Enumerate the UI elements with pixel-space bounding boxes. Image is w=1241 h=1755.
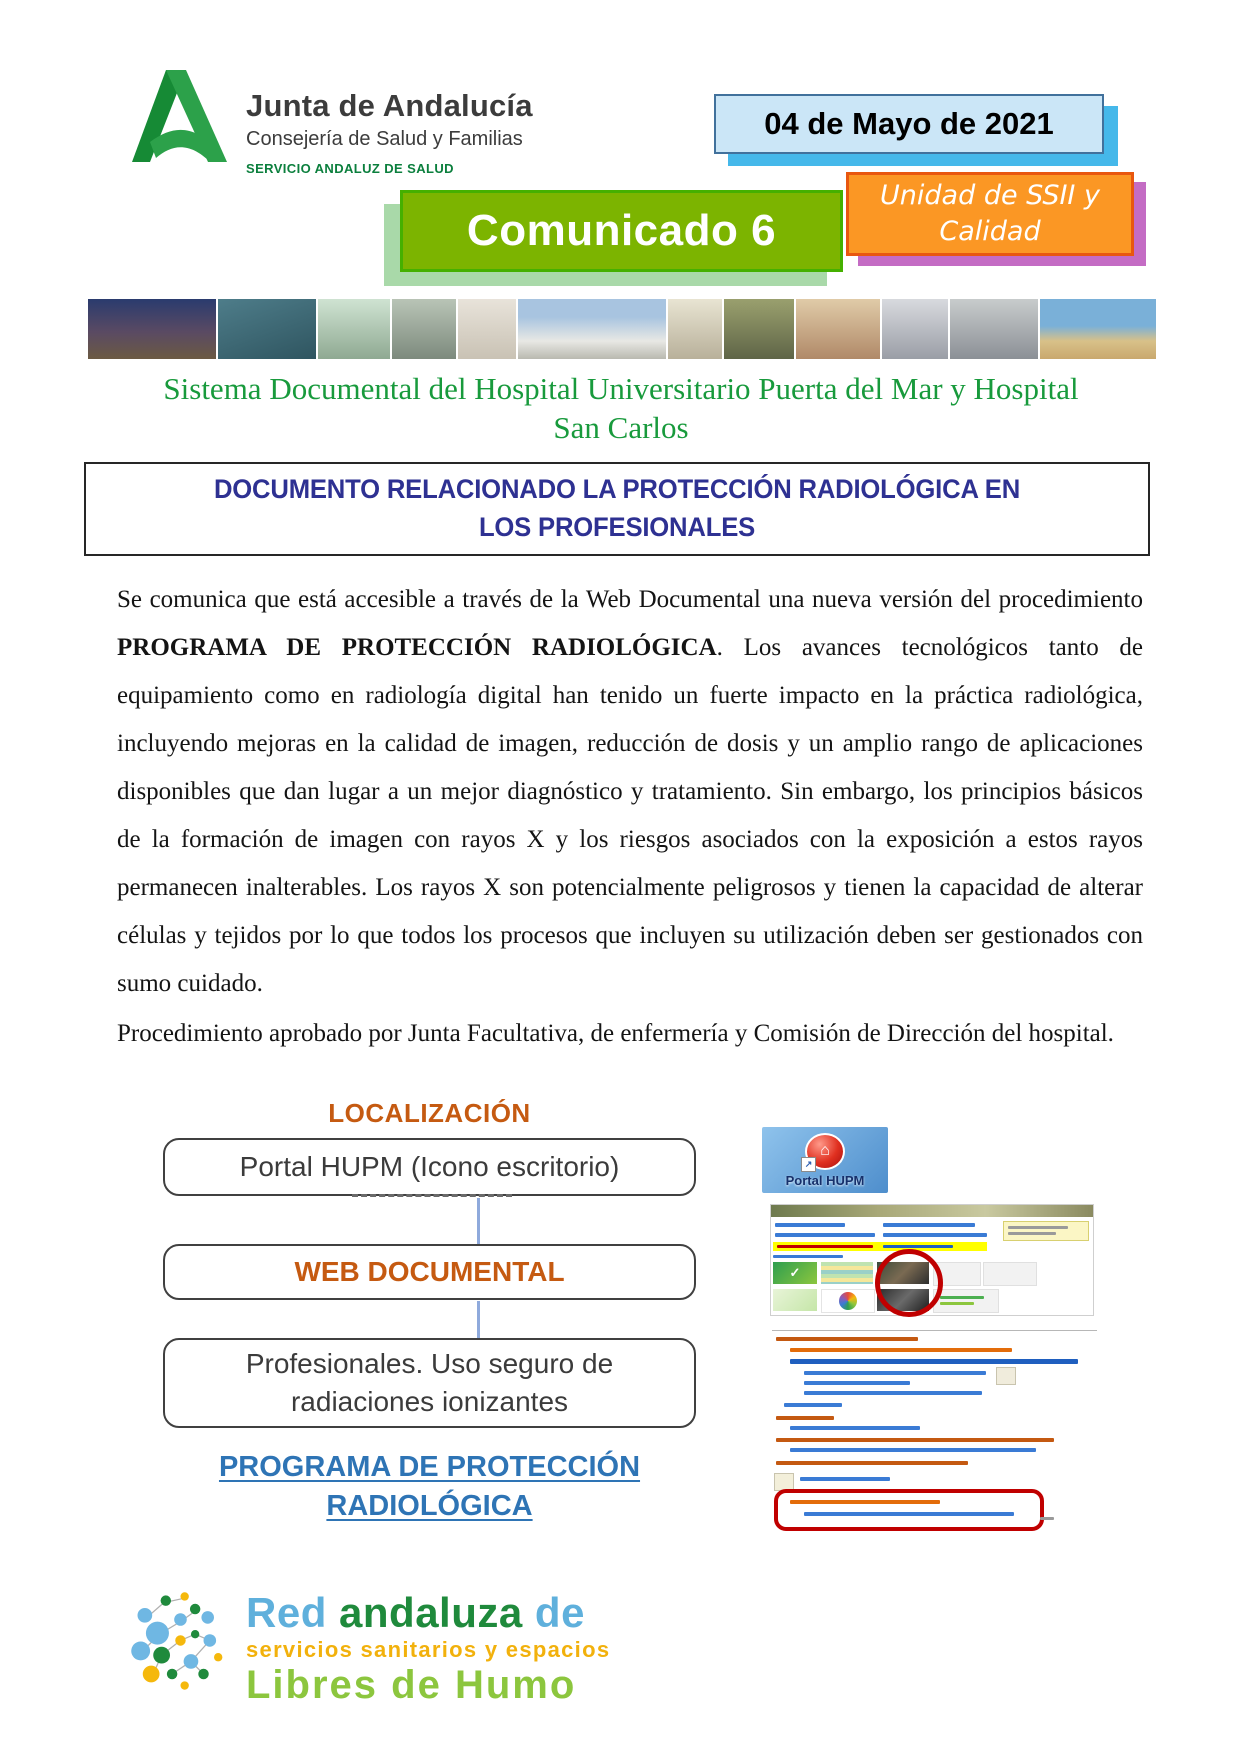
web-documental-screenshot xyxy=(770,1204,1094,1316)
blurred-link-line xyxy=(804,1512,1014,1516)
desktop-icon-label: Portal HUPM xyxy=(785,1172,865,1188)
body-paragraph-1 xyxy=(117,576,1143,1008)
banner-photo-office-staff xyxy=(668,299,722,359)
tile-drawing-thumbnail xyxy=(773,1289,817,1311)
blurred-heading-line xyxy=(790,1348,1012,1352)
blurred-heading-line xyxy=(776,1416,834,1420)
screenshot-banner-image xyxy=(771,1205,1093,1217)
footer-logo-line1 xyxy=(246,1589,610,1636)
footer-andaluza-word: andaluza xyxy=(326,1589,535,1636)
blurred-link-line xyxy=(790,1448,1036,1452)
banner-photo-hospital-staff xyxy=(392,299,456,359)
banner-photo-laboratory xyxy=(882,299,948,359)
document-icon xyxy=(996,1367,1016,1385)
blurred-text-line xyxy=(940,1302,974,1305)
body-p1-bold-program: PROGRAMA DE PROTECCIÓN RADIOLÓGICA xyxy=(117,634,717,661)
unit-badge: Unidad de SSII y Calidad xyxy=(846,172,1134,256)
blurred-text-line xyxy=(1040,1517,1054,1520)
programa-proteccion-radiologica-link[interactable]: PROGRAMA DE PROTECCIÓN RADIOLÓGICA xyxy=(218,1451,641,1523)
subject-heading-box xyxy=(84,462,1150,556)
banner-photo-cadiz-cathedral xyxy=(88,299,216,359)
document-main-title xyxy=(88,370,1154,448)
yellow-highlight-row xyxy=(773,1242,987,1251)
tile-checkmark-thumbnail xyxy=(773,1262,817,1284)
footer-de-word: de xyxy=(534,1589,585,1636)
blurred-link-line xyxy=(883,1233,987,1237)
banner-photo-newborn-baby xyxy=(458,299,516,359)
footer-logo-line3: Libres de Humo xyxy=(246,1663,577,1707)
date-badge: 04 de Mayo de 2021 xyxy=(714,94,1104,154)
banner-photo-computer-room xyxy=(318,299,390,359)
color-wheel-icon xyxy=(839,1292,857,1310)
blurred-heading-line xyxy=(790,1500,940,1504)
shortcut-arrow-icon: ↗ xyxy=(801,1157,816,1172)
body-p1-pre: Se comunica que está accesible a través de la Web Documental una nueva versión del procedimiento xyxy=(117,586,1143,613)
blurred-text-line xyxy=(1008,1226,1068,1229)
blurred-text-line xyxy=(883,1245,953,1248)
body-p1-post: . Los avances tecnológicos tanto de equipamiento como en radiología digital han tenido un fuerte impacto en la práctica radiológica, incluyendo mejoras en la calidad de imagen, reducción de dosis y un amplio rango de aplicaciones disponibles que dan lugar a un mejor diagnóstico y tratamiento. Sin embargo, los principios básicos de la formación de imagen con rayos X y los riesgos asociados con la exposición a estos rayos permanecen inalterables. Los rayos X son potencialmente peligrosos y tienen la capacidad de alterar células y tejidos por lo que todos los procesos que incluyen su utilización deben ser gestionados con sumo cuidado. xyxy=(117,634,1143,997)
footer-logo-line2: servicios sanitarios y espacios xyxy=(246,1637,611,1662)
blurred-link-line xyxy=(800,1477,890,1481)
blurred-link-line xyxy=(790,1359,1078,1364)
home-icon: ⌂ xyxy=(820,1142,830,1159)
localizacion-heading: LOCALIZACIÓN xyxy=(328,1098,531,1128)
blurred-heading-line xyxy=(776,1461,968,1465)
subject-heading: DOCUMENTO RELACIONADO LA PROTECCIÓN RADIOLÓGICA EN LOS PROFESIONALES xyxy=(213,474,1021,542)
blurred-link-line xyxy=(804,1381,910,1385)
blurred-text-line xyxy=(777,1245,873,1248)
tile-eco-logo-thumbnail xyxy=(933,1289,999,1313)
body-paragraph-2: Procedimiento aprobado por Junta Facultativa, de enfermería y Comisión de Dirección del hospital. xyxy=(117,1020,1114,1047)
banner-photo-surgery-team xyxy=(218,299,316,359)
document-list-screenshot xyxy=(772,1330,1097,1527)
comunicado-badge: Comunicado 6 xyxy=(400,190,843,272)
dashed-divider xyxy=(352,1194,512,1197)
tile-chart-thumbnail xyxy=(821,1262,873,1284)
flow-step-portal-hupm: Portal HUPM (Icono escritorio) xyxy=(163,1138,696,1196)
red-highlight-box xyxy=(774,1489,1044,1531)
blurred-link-line xyxy=(775,1233,875,1237)
tile-color-wheel-thumbnail xyxy=(821,1289,875,1313)
smoke-free-network-logo-icon xyxy=(126,1586,236,1701)
banner-photo-cadiz-beach xyxy=(1040,299,1156,359)
check-icon: ✓ xyxy=(789,1265,801,1280)
blurred-link-line xyxy=(883,1223,975,1227)
blurred-link-line xyxy=(804,1391,982,1395)
banner-photo-medical-equipment xyxy=(724,299,794,359)
blurred-link-line xyxy=(773,1255,843,1258)
note-box xyxy=(1003,1221,1089,1241)
flow-step-web-documental: WEB DOCUMENTAL xyxy=(163,1244,696,1300)
sas-service-name: SERVICIO ANDALUZ DE SALUD xyxy=(246,161,454,176)
main-title-line2: San Carlos xyxy=(553,409,689,445)
blurred-link-line xyxy=(804,1371,986,1375)
banner-photo-reception-area xyxy=(950,299,1038,359)
blurred-text-line xyxy=(940,1296,984,1299)
flow-step-profesionales: Profesionales. Uso seguro de radiaciones ionizantes xyxy=(163,1338,696,1428)
hospital-photo-banner xyxy=(88,299,1156,359)
home-orb-icon xyxy=(805,1133,845,1170)
banner-photo-hospital-building xyxy=(518,299,666,359)
junta-andalucia-logo xyxy=(128,66,533,176)
portal-hupm-desktop-icon xyxy=(762,1127,888,1193)
body-text xyxy=(117,576,1143,1051)
blurred-link-line xyxy=(775,1223,845,1227)
blurred-heading-line xyxy=(776,1337,918,1341)
junta-org-name: Junta de Andalucía xyxy=(246,88,533,123)
blurred-text-line xyxy=(1008,1232,1056,1235)
junta-dept-name: Consejería de Salud y Familias xyxy=(246,128,523,150)
connector-line xyxy=(477,1301,480,1338)
blurred-heading-line xyxy=(776,1438,1054,1442)
blurred-link-line xyxy=(784,1403,842,1407)
red-circle-annotation xyxy=(875,1249,943,1317)
junta-a-icon xyxy=(128,66,232,166)
connector-line xyxy=(477,1198,480,1244)
blurred-link-line xyxy=(790,1426,920,1430)
footer-red-word: Red xyxy=(246,1589,327,1636)
tile-document-thumbnail xyxy=(983,1262,1037,1286)
banner-photo-hospital-corridor xyxy=(796,299,880,359)
main-title-line1: Sistema Documental del Hospital Universitario Puerta del Mar y Hospital xyxy=(163,371,1079,406)
smoke-free-network-logo-text xyxy=(246,1589,611,1707)
